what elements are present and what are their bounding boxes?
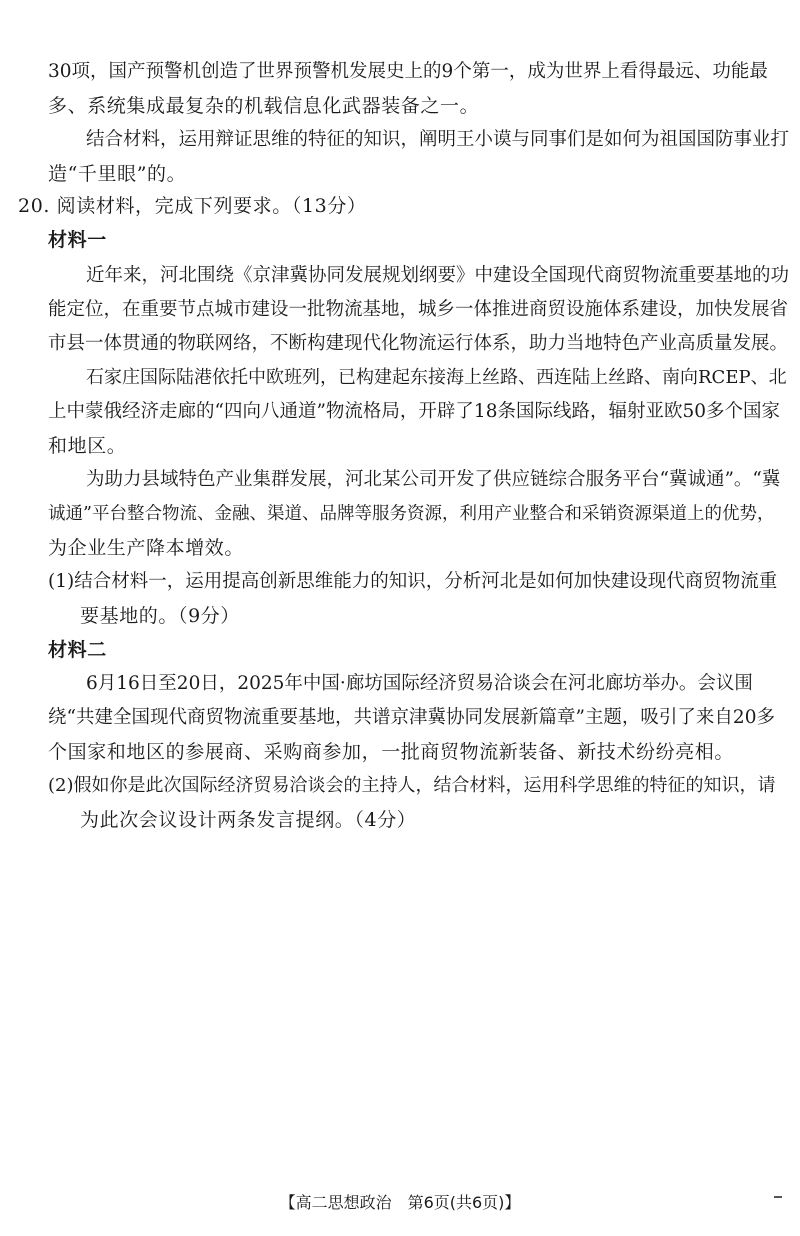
text-line: 为企业生产降本增效。 <box>48 537 245 559</box>
text-line: 结合材料，运用辩证思维的特征的知识，阐明王小谟与同事们是如何为祖国国防事业打 <box>86 129 790 150</box>
text-line: 绕“共建全国现代商贸物流重要基地，共谱京津冀协同发展新篇章”主题，吸引了来自20多 <box>48 707 775 728</box>
text-line: 6月16日至20日，2025年中国·廊坊国际经济贸易洽谈会在河北廊坊举办。会议围 <box>86 673 753 694</box>
material-1-heading: 材料一 <box>48 229 107 251</box>
scan-mark <box>774 1196 782 1198</box>
text-line: 为助力县域特色产业集群发展，河北某公司开发了供应链综合服务平台“冀诚通”。“冀 <box>86 469 781 490</box>
material-2-heading: 材料二 <box>48 639 107 661</box>
question-20-heading: 20. 阅读材料，完成下列要求。（13分） <box>18 195 367 217</box>
text-line: 30项，国产预警机创造了世界预警机发展史上的9个第一，成为世界上看得最远、功能最 <box>48 61 768 82</box>
text-line: 个国家和地区的参展商、采购商参加，一批商贸物流新装备、新技术纷纷亮相。 <box>48 741 735 763</box>
text-line: 诚通”平台整合物流、金融、渠道、品牌等服务资源，利用产业整合和采销资源渠道上的优势， <box>48 504 775 524</box>
text-line: 能定位，在重要节点城市建设一批物流基地，城乡一体推进商贸设施体系建设，加快发展省 <box>48 299 789 320</box>
text-line: 石家庄国际陆港依托中欧班列，已构建起东接海上丝路、西连陆上丝路、南向RCEP、北 <box>86 367 787 388</box>
text-line: 多、系统集成最复杂的机载信息化武器装备之一。 <box>48 95 480 117</box>
page-footer: 【高二思想政治 第6页(共6页)】 <box>279 1193 521 1212</box>
text-line: 市县一体贯通的物联网络，不断构建现代化物流运行体系，助力当地特色产业高质量发展。 <box>48 333 789 354</box>
text-line: 造“千里眼”的。 <box>48 163 187 185</box>
text-line: 和地区。 <box>48 435 127 457</box>
text-line: 近年来，河北围绕《京津冀协同发展规划纲要》中建设全国现代商贸物流重要基地的功 <box>86 265 790 286</box>
sub-question-1: (1)结合材料一，运用提高创新思维能力的知识，分析河北是如何加快建设现代商贸物流重 <box>48 571 778 592</box>
sub-question-2: (2)假如你是此次国际经济贸易洽谈会的主持人，结合材料，运用科学思维的特征的知识，请 <box>48 775 776 796</box>
sub-question-2-cont: 为此次会议设计两条发言提纲。（4分） <box>80 809 417 831</box>
sub-question-1-cont: 要基地的。（9分） <box>80 605 240 627</box>
text-line: 上中蒙俄经济走廊的“四向八通道”物流格局，开辟了18条国际线路，辐射亚欧50多个国家 <box>48 401 780 422</box>
